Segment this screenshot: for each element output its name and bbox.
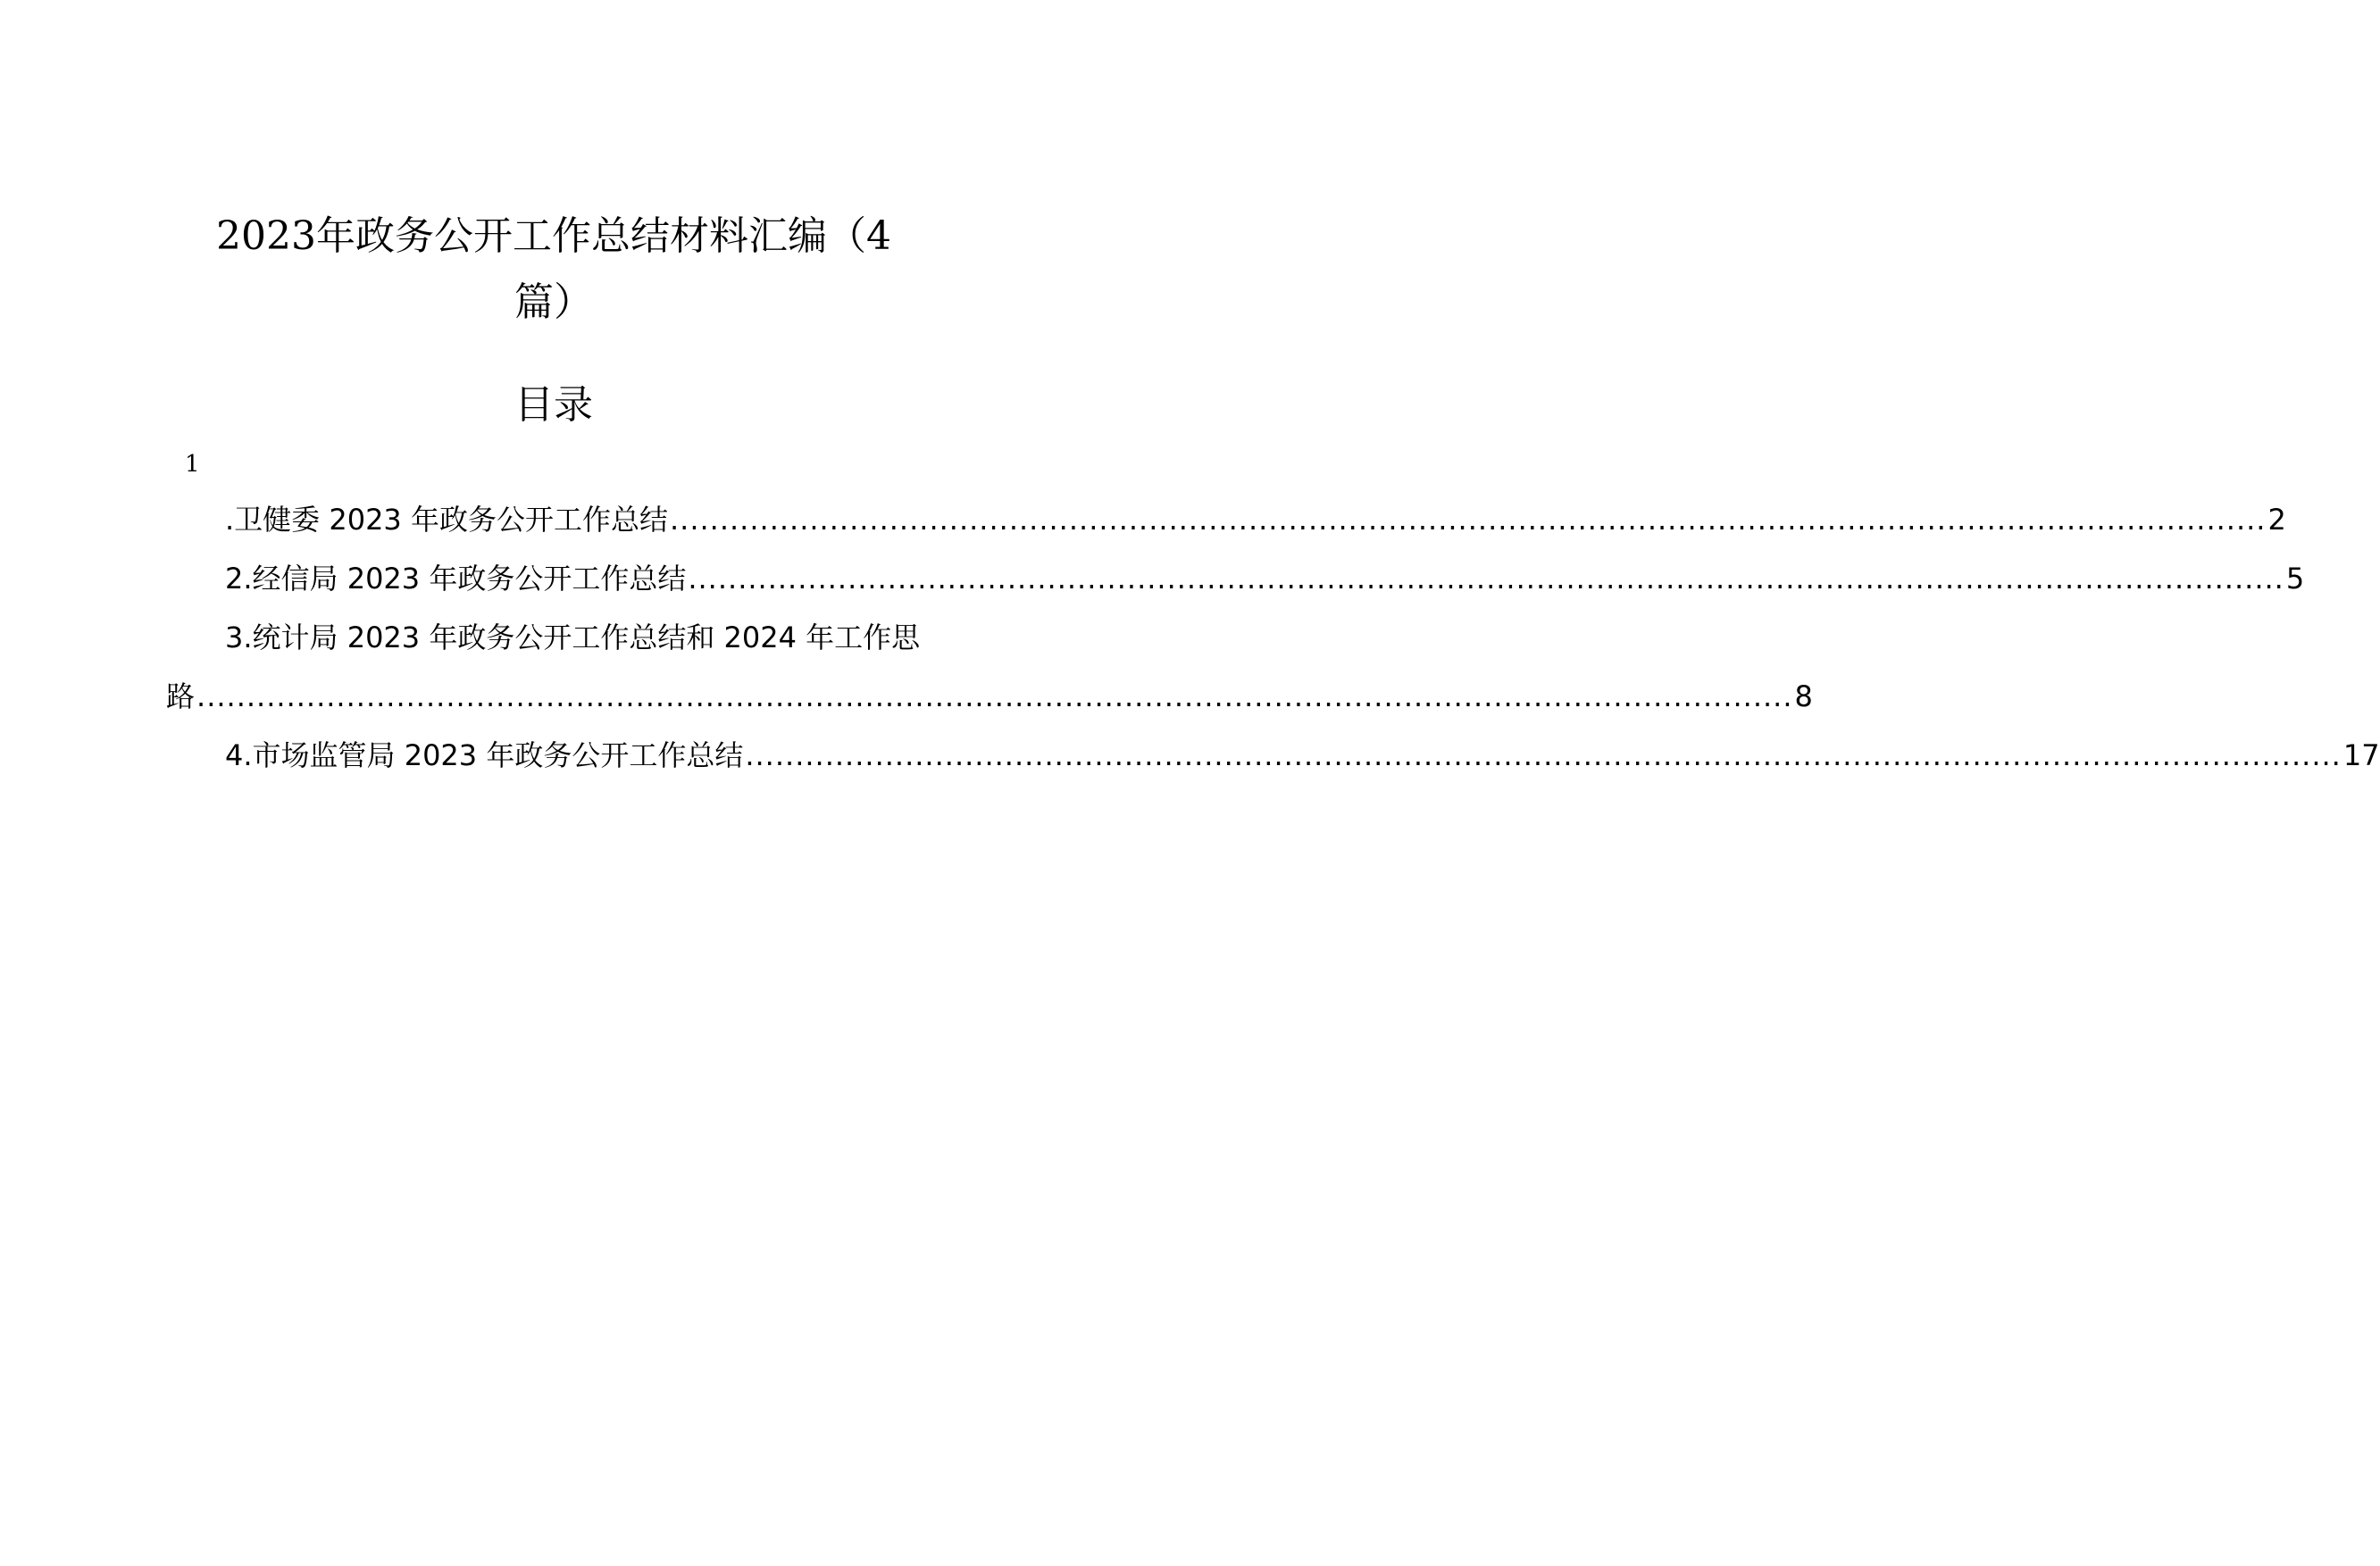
toc-entry-title: 2.经信局 2023 年政务公开工作总结 [225, 562, 687, 596]
toc-entry-3[interactable] [225, 616, 933, 659]
toc-entry-title: 3.统计局 2023 年政务公开工作总结和 2024 年工作思 [225, 621, 921, 654]
toc-entry-title: .卫健委 2023 年政务公开工作总结 [225, 503, 668, 537]
toc-entry-4[interactable] [225, 734, 2380, 777]
toc-entry-2[interactable] [225, 557, 2305, 600]
title-line2: 篇） [514, 279, 593, 325]
toc-leader: ................................................................................................................................................................ [688, 562, 2284, 596]
toc-entry-title-continuation: 路 [166, 679, 196, 713]
toc-entry-page: 5 [2285, 562, 2305, 596]
toc-entry-3-continuation[interactable] [166, 675, 1813, 718]
document-title [179, 204, 929, 336]
toc-leader: ................................................................................................................................................................ [745, 738, 2342, 772]
toc-heading: 目录 [514, 382, 593, 428]
toc-entry-page: 8 [1794, 679, 1813, 713]
toc-leader: ................................................................................................................................................................ [669, 503, 2267, 537]
toc-entry-page: 2 [2267, 503, 2286, 537]
title-year: 2023 [216, 213, 316, 259]
stray-page-number: 1 [185, 451, 200, 478]
toc-leader: ................................................................................................................................................................ [196, 679, 1793, 713]
toc-entry-1[interactable] [225, 498, 2286, 541]
toc-entry-page: 17 [2342, 738, 2380, 772]
toc-entry-title: 4.市场监管局 2023 年政务公开工作总结 [225, 738, 744, 772]
title-text: 年政务公开工作总结材料汇编（ [315, 213, 866, 259]
title-count: 4 [865, 213, 891, 259]
